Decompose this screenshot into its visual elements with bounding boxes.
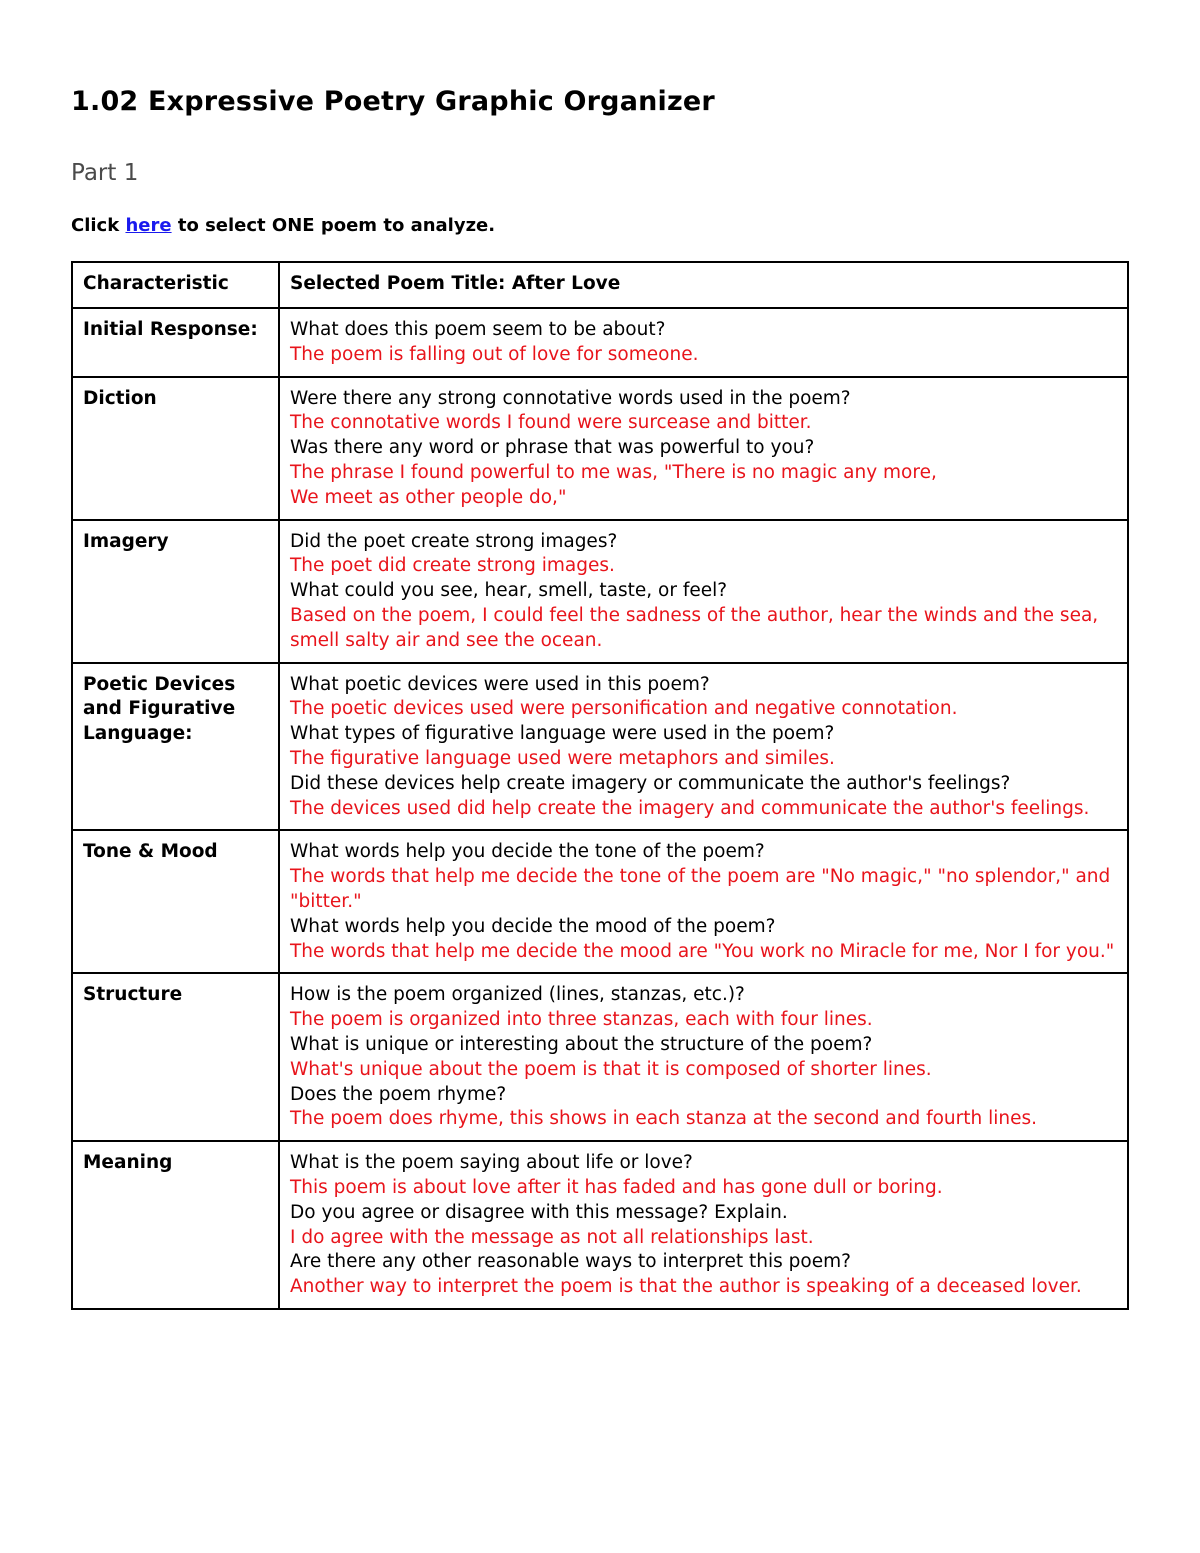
characteristic-cell: Diction [72, 377, 279, 520]
response-cell [279, 830, 1128, 973]
table-row [72, 377, 1128, 520]
table-header-row [72, 262, 1128, 308]
question-text: What words help you decide the tone of the poem? [290, 841, 765, 863]
page-title: 1.02 Expressive Poetry Graphic Organizer [71, 86, 715, 117]
question-text: What words help you decide the mood of the poem? [290, 915, 776, 937]
poem-select-link[interactable]: here [125, 215, 172, 236]
question-text: Does the poem rhyme? [290, 1083, 507, 1105]
answer-text: The devices used did help create the imagery and communicate the author's feelings. [290, 797, 1090, 819]
question-text: Are there any other reasonable ways to interpret this poem? [290, 1251, 851, 1273]
response-cell [279, 663, 1128, 831]
response-cell [279, 1141, 1128, 1309]
table-row [72, 973, 1128, 1141]
characteristic-cell: Tone & Mood [72, 830, 279, 973]
table-row [72, 308, 1128, 377]
table-row [72, 830, 1128, 973]
question-text: How is the poem organized (lines, stanzas, etc.)? [290, 984, 745, 1006]
characteristic-cell: Imagery [72, 520, 279, 663]
question-text: What types of figurative language were used in the poem? [290, 723, 835, 745]
characteristic-cell: Initial Response: [72, 308, 279, 377]
graphic-organizer-table [71, 261, 1129, 1310]
question-text: What could you see, hear, smell, taste, or feel? [290, 580, 728, 602]
instruction-prefix: Click [71, 215, 126, 236]
question-text: What is the poem saying about life or love? [290, 1152, 693, 1174]
response-cell [279, 520, 1128, 663]
question-text: Did the poet create strong images? [290, 530, 618, 552]
answer-text: The poet did create strong images. [290, 555, 615, 577]
answer-text: The figurative language used were metaphors and similes. [290, 747, 835, 769]
header-characteristic: Characteristic [72, 262, 279, 308]
answer-text: The poem is organized into three stanzas, each with four lines. [290, 1009, 873, 1031]
answer-text: The poem does rhyme, this shows in each stanza at the second and fourth lines. [290, 1108, 1037, 1130]
part-label: Part 1 [71, 160, 139, 186]
answer-text: The connotative words I found were surcease and bitter. [290, 412, 812, 434]
answer-text: The poetic devices used were personification and negative connotation. [290, 698, 958, 720]
answer-text: I do agree with the message as not all relationships last. [290, 1226, 814, 1248]
question-text: What is unique or interesting about the structure of the poem? [290, 1033, 873, 1055]
answer-text: Based on the poem, I could feel the sadness of the author, hear the winds and the sea, smell salty air and see the ocean. [290, 604, 1099, 651]
response-cell [279, 308, 1128, 377]
question-text: Do you agree or disagree with this message? Explain. [290, 1201, 788, 1223]
answer-text: The words that help me decide the mood are "You work no Miracle for me, Nor I for you." [290, 940, 1115, 962]
answer-text: The words that help me decide the tone of the poem are "No magic," "no splendor," and "bitter." [290, 866, 1111, 912]
characteristic-cell: Structure [72, 973, 279, 1141]
answer-text: This poem is about love after it has faded and has gone dull or boring. [290, 1176, 943, 1198]
answer-text: The phrase I found powerful to me was, "There is no magic any more, [290, 461, 937, 483]
question-text: Were there any strong connotative words used in the poem? [290, 387, 851, 409]
answer-text: Another way to interpret the poem is that the author is speaking of a deceased lover. [290, 1276, 1082, 1298]
question-text: What poetic devices were used in this poem? [290, 673, 710, 695]
instruction-suffix: to select ONE poem to analyze. [171, 215, 496, 236]
answer-text: We meet as other people do," [290, 486, 567, 508]
question-text: What does this poem seem to be about? [290, 319, 666, 340]
question-text: Did these devices help create imagery or communicate the author's feelings? [290, 772, 1011, 794]
table-row [72, 663, 1128, 831]
response-cell [279, 973, 1128, 1141]
table-body [72, 262, 1128, 1309]
answer-text: What's unique about the poem is that it is composed of shorter lines. [290, 1058, 932, 1080]
table-row [72, 520, 1128, 663]
question-text: Was there any word or phrase that was powerful to you? [290, 437, 815, 459]
instruction-text [71, 215, 495, 236]
response-cell [279, 377, 1128, 520]
answer-text: The poem is falling out of love for someone. [290, 343, 699, 365]
header-poem-title: Selected Poem Title: After Love [279, 262, 1128, 308]
table-row [72, 1141, 1128, 1309]
characteristic-cell: Poetic Devices and Figurative Language: [72, 663, 279, 831]
characteristic-cell: Meaning [72, 1141, 279, 1309]
